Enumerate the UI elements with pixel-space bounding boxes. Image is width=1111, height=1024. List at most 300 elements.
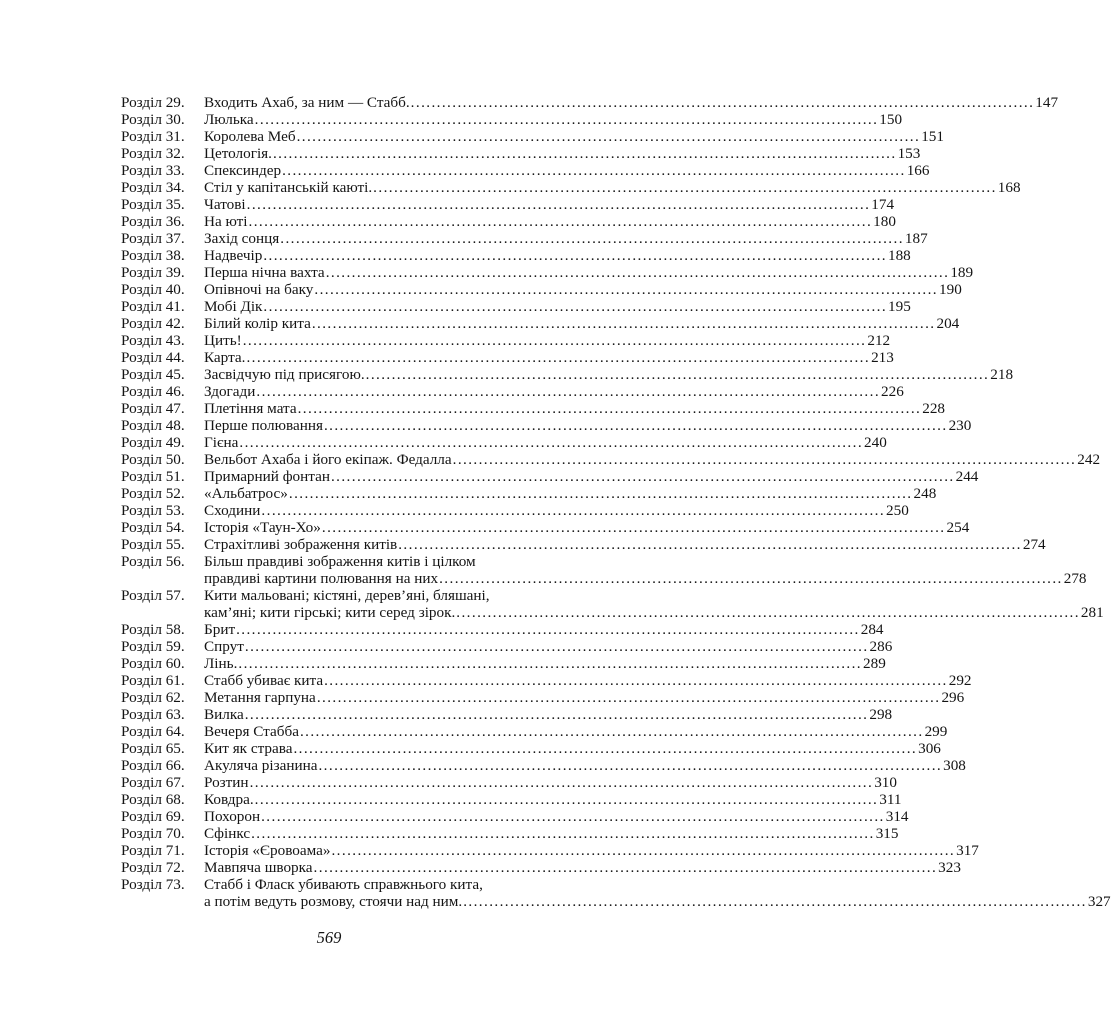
chapter-title-line [204, 315, 960, 332]
dot-leader: ........................................................................................................................ [254, 111, 879, 128]
chapter-page-number: 292 [948, 672, 972, 689]
chapter-title-block [204, 230, 928, 247]
chapter-number: Розділ 67. [121, 774, 185, 791]
chapter-page-number: 314 [885, 808, 909, 825]
chapter-page-number: 151 [921, 128, 944, 145]
chapter-number: Розділ 50. [121, 451, 185, 468]
chapter-page-number: 187 [904, 230, 928, 247]
dot-leader: ........................................................................................................................ [272, 145, 897, 162]
chapter-title-block [204, 247, 911, 264]
chapter-page-number: 323 [938, 859, 961, 876]
chapter-title: Вечеря Стабба [204, 723, 299, 740]
chapter-title-line [204, 264, 974, 281]
chapter-page-number: 174 [871, 196, 895, 213]
chapter-number: Розділ 30. [121, 111, 185, 128]
chapter-title-line [204, 672, 972, 689]
chapter-title: Спексиндер [204, 162, 282, 179]
toc-entry [121, 791, 902, 808]
chapter-title-block [204, 213, 896, 230]
chapter-number: Розділ 45. [121, 366, 185, 383]
toc-entry [121, 587, 1104, 621]
chapter-title-block [204, 587, 1104, 621]
dot-leader: ........................................................................................................................ [321, 519, 946, 536]
chapter-title-line [204, 536, 1046, 553]
chapter-number: Розділ 63. [121, 706, 185, 723]
chapter-title-line [204, 859, 961, 876]
chapter-number: Розділ 36. [121, 213, 185, 230]
chapter-title-block [204, 451, 1101, 468]
chapter-title: Розтин [204, 774, 249, 791]
chapter-page-number: 226 [881, 383, 904, 400]
toc-entry [121, 859, 961, 876]
chapter-title: Сфінкс [204, 825, 251, 842]
chapter-number: Розділ 72. [121, 859, 185, 876]
toc-entry [121, 842, 979, 859]
chapter-title-block [204, 111, 903, 128]
chapter-title-line [204, 230, 928, 247]
dot-leader: ........................................................................................................................ [236, 621, 860, 638]
chapter-title-line [204, 434, 887, 451]
chapter-number: Розділ 51. [121, 468, 185, 485]
chapter-title: Білий колір кита [204, 315, 311, 332]
chapter-title-line [204, 689, 965, 706]
chapter-page-number: 212 [867, 332, 891, 349]
toc-entry [121, 706, 893, 723]
dot-leader: ........................................................................................................................ [373, 179, 997, 196]
chapter-title: Королева Меб [204, 128, 296, 145]
toc-entry [121, 264, 974, 281]
chapter-title: кам’яні; кити гірські; кити серед зірок. [204, 604, 456, 621]
chapter-title: Здогади [204, 383, 256, 400]
chapter-number: Розділ 59. [121, 638, 185, 655]
chapter-title-block [204, 706, 893, 723]
dot-leader: ........................................................................................................................ [330, 468, 955, 485]
chapter-number: Розділ 65. [121, 740, 185, 757]
chapter-title-block [204, 842, 979, 859]
dot-leader: ........................................................................................................................ [318, 757, 943, 774]
toc-entry [121, 451, 1101, 468]
chapter-title: Мобі Дік [204, 298, 263, 315]
toc-entry [121, 315, 960, 332]
chapter-title: На юті [204, 213, 248, 230]
toc-entry [121, 162, 930, 179]
chapter-title-block [204, 723, 948, 740]
toc-entry [121, 383, 904, 400]
chapter-page-number: 281 [1080, 604, 1104, 621]
chapter-title: Засвідчую під присягою. [204, 366, 365, 383]
chapter-title-line [204, 332, 891, 349]
dot-leader: ........................................................................................................................ [456, 604, 1080, 621]
chapter-title: Спрут [204, 638, 244, 655]
chapter-title-block [204, 621, 884, 638]
dot-leader: ........................................................................................................................ [251, 825, 875, 842]
chapter-title: Входить Ахаб, за ним — Стабб. [204, 94, 410, 111]
chapter-page-number: 317 [956, 842, 979, 859]
chapter-page-number: 306 [918, 740, 941, 757]
chapter-title-block [204, 689, 965, 706]
chapter-number: Розділ 68. [121, 791, 185, 808]
chapter-title: Ковдра. [204, 791, 254, 808]
chapter-title: правдиві картини полювання на них [204, 570, 439, 587]
chapter-title-block [204, 196, 895, 213]
chapter-page-number: 147 [1035, 94, 1059, 111]
chapter-title: Перше полювання [204, 417, 323, 434]
toc-entry [121, 417, 972, 434]
chapter-title-line [204, 451, 1101, 468]
chapter-number: Розділ 29. [121, 94, 185, 111]
chapter-title-line [204, 740, 941, 757]
chapter-page-number: 218 [990, 366, 1014, 383]
dot-leader: ........................................................................................................................ [246, 196, 871, 213]
chapter-number: Розділ 44. [121, 349, 185, 366]
chapter-page-number: 189 [950, 264, 974, 281]
chapter-title: Мавпяча шворка [204, 859, 313, 876]
chapter-number: Розділ 43. [121, 332, 185, 349]
chapter-number: Розділ 37. [121, 230, 185, 247]
dot-leader: ........................................................................................................................ [324, 672, 948, 689]
chapter-title-block [204, 485, 937, 502]
chapter-title-line [204, 774, 897, 791]
chapter-page-number: 244 [955, 468, 979, 485]
chapter-title-block [204, 298, 911, 315]
chapter-title-line [204, 757, 966, 774]
chapter-number: Розділ 56. [121, 553, 185, 570]
dot-leader: ........................................................................................................................ [398, 536, 1022, 553]
chapter-title-block [204, 162, 930, 179]
chapter-page-number: 204 [936, 315, 960, 332]
chapter-number: Розділ 46. [121, 383, 185, 400]
toc-entry [121, 876, 1111, 910]
chapter-title: Метання гарпуна [204, 689, 316, 706]
chapter-title-line [204, 808, 909, 825]
chapter-page-number: 153 [897, 145, 921, 162]
chapter-title-line [204, 400, 946, 417]
dot-leader: ........................................................................................................................ [263, 298, 888, 315]
toc-entry [121, 281, 962, 298]
chapter-title-line [204, 604, 1104, 621]
chapter-page-number: 274 [1022, 536, 1046, 553]
chapter-title-block [204, 519, 970, 536]
chapter-title: Страхітливі зображення китів [204, 536, 398, 553]
chapter-number: Розділ 32. [121, 145, 185, 162]
toc-entry [121, 247, 911, 264]
chapter-page-number: 228 [922, 400, 946, 417]
dot-leader: ........................................................................................................................ [261, 502, 886, 519]
chapter-title-line [204, 842, 979, 859]
toc-entry [121, 230, 928, 247]
chapter-number: Розділ 31. [121, 128, 185, 145]
chapter-title-line [204, 247, 911, 264]
chapter-title-line [204, 706, 893, 723]
toc-entry [121, 196, 895, 213]
chapter-title-block [204, 383, 904, 400]
chapter-number: Розділ 53. [121, 502, 185, 519]
chapter-title: Брит [204, 621, 236, 638]
toc-entry [121, 145, 921, 162]
chapter-title-line [204, 281, 962, 298]
dot-leader: ........................................................................................................................ [297, 400, 922, 417]
chapter-title-block [204, 315, 960, 332]
toc-entry [121, 536, 1046, 553]
toc-entry [121, 740, 941, 757]
chapter-title-line [204, 485, 937, 502]
chapter-number: Розділ 57. [121, 587, 185, 604]
chapter-title: Кит як страва [204, 740, 293, 757]
chapter-title-line [204, 468, 979, 485]
dot-leader: ........................................................................................................................ [280, 230, 904, 247]
toc-entry [121, 553, 1087, 587]
chapter-number: Розділ 49. [121, 434, 185, 451]
chapter-number: Розділ 40. [121, 281, 185, 298]
chapter-title: Примарний фонтан [204, 468, 330, 485]
chapter-page-number: 308 [943, 757, 966, 774]
chapter-title: Перша нічна вахта [204, 264, 325, 281]
chapter-title-block [204, 791, 902, 808]
chapter-title-line [204, 128, 944, 145]
chapter-title: Опівночі на баку [204, 281, 314, 298]
chapter-title-block [204, 179, 1021, 196]
dot-leader: ........................................................................................................................ [249, 774, 874, 791]
chapter-page-number: 250 [886, 502, 909, 519]
chapter-title-line [204, 791, 902, 808]
toc-entry [121, 808, 909, 825]
chapter-title-line [204, 570, 1087, 587]
toc-entry [121, 689, 965, 706]
chapter-page-number: 315 [875, 825, 899, 842]
chapter-number: Розділ 41. [121, 298, 185, 315]
toc-entry [121, 94, 1059, 111]
chapter-page-number: 296 [941, 689, 965, 706]
chapter-number: Розділ 35. [121, 196, 185, 213]
chapter-page-number: 299 [924, 723, 948, 740]
chapter-title-line [204, 196, 895, 213]
toc-entry [121, 213, 896, 230]
chapter-title: Цетологія. [204, 145, 272, 162]
chapter-title-line [204, 621, 884, 638]
dot-leader: ........................................................................................................................ [452, 451, 1077, 468]
chapter-title-block [204, 502, 909, 519]
chapter-title: Сходини [204, 502, 261, 519]
dot-leader: ........................................................................................................................ [244, 638, 869, 655]
chapter-page-number: 278 [1063, 570, 1087, 587]
toc-entry [121, 128, 944, 145]
chapter-page-number: 248 [913, 485, 937, 502]
chapter-title-block [204, 876, 1111, 910]
chapter-title-block [204, 434, 887, 451]
chapter-title: а потім ведуть розмову, стоячи над ним. [204, 893, 463, 910]
chapter-page-number: 298 [869, 706, 893, 723]
chapter-page-number: 150 [879, 111, 903, 128]
toc-entry [121, 723, 948, 740]
dot-leader: ........................................................................................................................ [439, 570, 1063, 587]
chapter-number: Розділ 66. [121, 757, 185, 774]
chapter-number: Розділ 34. [121, 179, 185, 196]
chapter-title-line [204, 111, 903, 128]
chapter-page-number: 327 [1087, 893, 1111, 910]
chapter-number: Розділ 62. [121, 689, 185, 706]
dot-leader: ........................................................................................................................ [410, 94, 1035, 111]
dot-leader: ........................................................................................................................ [263, 247, 887, 264]
chapter-title-block [204, 264, 974, 281]
toc-entry [121, 825, 899, 842]
toc-entry [121, 672, 972, 689]
chapter-title: Захід сонця [204, 230, 280, 247]
chapter-title-block [204, 808, 909, 825]
toc-entry [121, 485, 937, 502]
chapter-title-block [204, 128, 944, 145]
chapter-title-line [204, 213, 896, 230]
toc-entry [121, 332, 891, 349]
chapter-title-block [204, 400, 946, 417]
chapter-page-number: 166 [906, 162, 930, 179]
chapter-title: «Альбатрос» [204, 485, 288, 502]
toc-entry [121, 621, 884, 638]
chapter-page-number: 242 [1077, 451, 1101, 468]
dot-leader: ........................................................................................................................ [296, 128, 921, 145]
chapter-page-number: 311 [879, 791, 902, 808]
chapter-title-line [204, 162, 930, 179]
chapter-title-line [204, 825, 899, 842]
chapter-title-block [204, 655, 886, 672]
chapter-page-number: 195 [888, 298, 911, 315]
chapter-title-block [204, 366, 1014, 383]
chapter-title: Історія «Єровоама» [204, 842, 331, 859]
dot-leader: ........................................................................................................................ [248, 213, 873, 230]
page-number: 569 [316, 928, 342, 947]
chapter-title-line [204, 179, 1021, 196]
chapter-number: Розділ 33. [121, 162, 185, 179]
toc-entry [121, 349, 894, 366]
chapter-page-number: 230 [948, 417, 972, 434]
chapter-title-line [204, 638, 893, 655]
toc-entry [121, 468, 979, 485]
dot-leader: ........................................................................................................................ [282, 162, 906, 179]
chapter-title-block [204, 638, 893, 655]
chapter-number: Розділ 42. [121, 315, 185, 332]
toc-entry [121, 757, 966, 774]
chapter-number: Розділ 58. [121, 621, 185, 638]
chapter-page-number: 254 [946, 519, 970, 536]
dot-leader: ........................................................................................................................ [254, 791, 879, 808]
toc-entry [121, 366, 1014, 383]
dot-leader: ........................................................................................................................ [316, 689, 941, 706]
chapter-title-line [204, 366, 1014, 383]
chapter-number: Розділ 39. [121, 264, 185, 281]
chapter-number: Розділ 71. [121, 842, 185, 859]
chapter-title-line [204, 519, 970, 536]
table-of-contents [121, 94, 1111, 910]
dot-leader: ........................................................................................................................ [331, 842, 956, 859]
chapter-title: Гієна [204, 434, 239, 451]
dot-leader: ........................................................................................................................ [299, 723, 924, 740]
dot-leader: ........................................................................................................................ [323, 417, 948, 434]
chapter-title-block [204, 94, 1059, 111]
chapter-number: Розділ 47. [121, 400, 185, 417]
dot-leader: ........................................................................................................................ [244, 706, 869, 723]
chapter-title-line [204, 723, 948, 740]
chapter-title: Історія «Таун-Хо» [204, 519, 321, 536]
dot-leader: ........................................................................................................................ [325, 264, 950, 281]
chapter-title: Похорон [204, 808, 261, 825]
chapter-title-block [204, 536, 1046, 553]
dot-leader: ........................................................................................................................ [246, 349, 871, 366]
chapter-number: Розділ 38. [121, 247, 185, 264]
chapter-title-block [204, 757, 966, 774]
chapter-title: Цить! [204, 332, 242, 349]
toc-entry [121, 434, 887, 451]
chapter-title-block [204, 349, 894, 366]
chapter-title-line [204, 655, 886, 672]
chapter-title-line [204, 349, 894, 366]
chapter-title: Плетіння мата [204, 400, 297, 417]
chapter-number: Розділ 73. [121, 876, 185, 893]
chapter-title: Надвечір [204, 247, 263, 264]
chapter-page-number: 240 [864, 434, 887, 451]
chapter-title-block [204, 825, 899, 842]
chapter-title-block [204, 281, 962, 298]
toc-entry [121, 298, 911, 315]
chapter-title-line [204, 417, 972, 434]
chapter-page-number: 284 [860, 621, 884, 638]
chapter-title-line [204, 298, 911, 315]
dot-leader: ........................................................................................................................ [293, 740, 918, 757]
chapter-title: Акуляча різанина [204, 757, 318, 774]
chapter-number: Розділ 55. [121, 536, 185, 553]
chapter-title-block [204, 740, 941, 757]
toc-entry [121, 111, 903, 128]
chapter-title-line [204, 502, 909, 519]
chapter-title-block [204, 672, 972, 689]
dot-leader: ........................................................................................................................ [238, 655, 862, 672]
chapter-title-block [204, 145, 921, 162]
chapter-page-number: 286 [869, 638, 893, 655]
toc-entry [121, 519, 970, 536]
chapter-title-line: Більш правдиві зображення китів і цілком [204, 553, 476, 570]
dot-leader: ........................................................................................................................ [313, 859, 938, 876]
chapter-title-line [204, 145, 921, 162]
chapter-title-line [204, 94, 1059, 111]
chapter-title-block [204, 774, 897, 791]
chapter-title-line: Кити мальовані; кістяні, дерев’яні, бляшані, [204, 587, 490, 604]
toc-entry [121, 400, 946, 417]
chapter-number: Розділ 54. [121, 519, 185, 536]
chapter-page-number: 180 [873, 213, 896, 230]
chapter-number: Розділ 60. [121, 655, 185, 672]
toc-entry [121, 774, 897, 791]
chapter-title-line [204, 383, 904, 400]
chapter-title-line: Стабб і Фласк убивають справжнього кита, [204, 876, 483, 893]
toc-entry [121, 179, 1021, 196]
dot-leader: ........................................................................................................................ [256, 383, 881, 400]
chapter-page-number: 168 [997, 179, 1021, 196]
chapter-number: Розділ 52. [121, 485, 185, 502]
toc-entry [121, 502, 909, 519]
chapter-title: Чатові [204, 196, 246, 213]
dot-leader: ........................................................................................................................ [288, 485, 913, 502]
chapter-title-block [204, 468, 979, 485]
chapter-number: Розділ 64. [121, 723, 185, 740]
chapter-title-block [204, 553, 1087, 587]
dot-leader: ........................................................................................................................ [239, 434, 864, 451]
chapter-page-number: 188 [887, 247, 911, 264]
chapter-title: Вилка [204, 706, 244, 723]
chapter-title: Стабб убиває кита [204, 672, 324, 689]
chapter-title-block [204, 417, 972, 434]
dot-leader: ........................................................................................................................ [314, 281, 938, 298]
dot-leader: ........................................................................................................................ [311, 315, 936, 332]
chapter-title-block [204, 332, 891, 349]
chapter-title: Люлька [204, 111, 254, 128]
